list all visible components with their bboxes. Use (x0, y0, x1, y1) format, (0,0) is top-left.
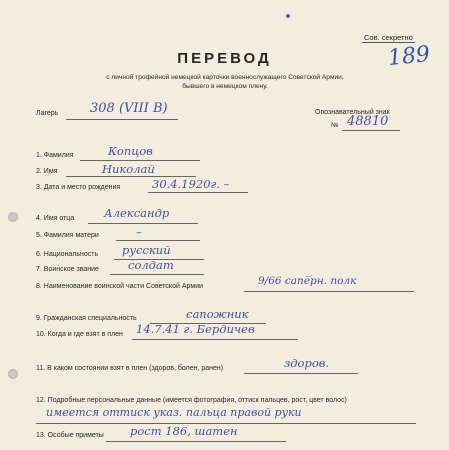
field-value-name: Николай (102, 162, 155, 176)
field-line (244, 291, 414, 292)
field-value-unit: 9/66 сапёрн. полк (258, 275, 357, 287)
field-value-mother: – (136, 225, 142, 239)
field-value-details: имеется оттиск указ. пальца правой руки (46, 406, 302, 419)
field-line (110, 274, 204, 275)
id-line (342, 130, 400, 131)
field-line (88, 223, 198, 224)
subtitle-line: с личной трофейной немецкой карточки военнослужащего Советской Армии, (106, 74, 344, 81)
id-value: 48810 (347, 114, 389, 129)
camp-label: Лагерь (36, 110, 59, 117)
page-title: ПЕРЕВОД (177, 50, 272, 67)
field-line (106, 441, 286, 442)
field-value-marks: рост 186, шатен (130, 424, 238, 438)
field-label-condition: 11. В каком состоянии взят в плен (здоров, болен, ранен) (36, 365, 224, 372)
id-label: Опознавательный знак (315, 109, 390, 116)
field-label-details: 12. Подробные персональные данные (имеется фотография, оттиск пальцев, рост, цвет волос) (36, 397, 347, 404)
field-label-name: 2. Имя (36, 168, 58, 175)
field-label-mother: 5. Фамилия матери (36, 232, 99, 239)
field-line (148, 192, 248, 193)
subtitle-line: бывшего в немецком плену. (182, 83, 268, 90)
field-line (132, 339, 298, 340)
field-label-marks: 13. Особые приметы (36, 432, 104, 439)
secrecy-stamp: Сов. секретно (364, 33, 413, 42)
field-value-rank: солдат (128, 258, 174, 272)
field-line (80, 160, 200, 161)
field-label-father: 4. Имя отца (36, 215, 75, 222)
field-value-father: Александр (104, 206, 170, 220)
field-label-profession: 9. Гражданская специальность (36, 315, 137, 322)
field-label-nationality: 6. Национальность (36, 251, 99, 258)
field-value-condition: здоров. (284, 356, 330, 370)
camp-line (66, 119, 178, 120)
handwritten-number: 189 (386, 41, 432, 72)
field-label-birth: 3. Дата и место рождения (36, 184, 121, 191)
ink-dot (286, 14, 290, 18)
field-label-surname: 1. Фамилия (36, 152, 74, 159)
field-value-profession: сапожник (186, 307, 249, 321)
field-value-nationality: русский (122, 243, 171, 257)
field-label-rank: 7. Воинское звание (36, 266, 99, 273)
field-value-surname: Копцов (108, 144, 153, 158)
page-subtitle (40, 73, 410, 91)
field-line (244, 373, 358, 374)
field-label-captured: 10. Когда и где взят в плен (36, 331, 123, 338)
punch-hole (8, 212, 18, 222)
field-label-unit: 8. Наименование воинской части Советской Армии (36, 283, 204, 290)
field-value-captured: 14.7.41 г. Бердичев (136, 322, 255, 336)
punch-hole (8, 369, 18, 379)
field-value-birth: 30.4.1920г. – (152, 177, 230, 191)
id-no-label: № (331, 122, 339, 129)
camp-value: 308 (VIII B) (90, 101, 168, 116)
field-line (116, 240, 200, 241)
